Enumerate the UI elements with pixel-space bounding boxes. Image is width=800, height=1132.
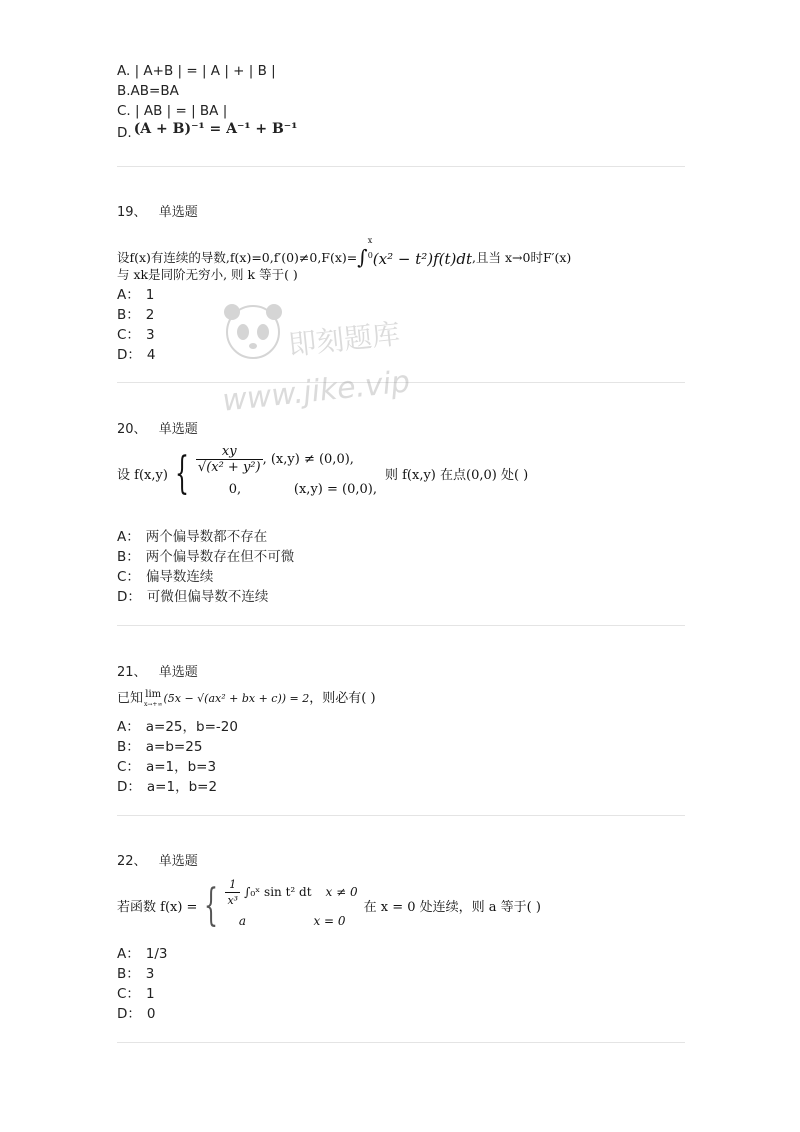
option-label: B：	[117, 966, 140, 982]
q18-option-d-formula: (A + B)⁻¹ = A⁻¹ + B⁻¹	[133, 121, 298, 137]
option-value: 2	[145, 307, 155, 323]
option-value: a=1，b=2	[146, 779, 218, 795]
q21-suffix: ，则必有( )	[309, 691, 376, 706]
option-value: 3	[145, 966, 155, 982]
q19-integral-lower: 0	[367, 251, 373, 260]
q22-stem	[117, 877, 541, 934]
q20-option-a[interactable]	[117, 528, 267, 546]
option-label: C：	[117, 327, 140, 343]
divider	[117, 166, 685, 167]
q22-case2	[225, 908, 357, 934]
watermark	[218, 292, 418, 422]
option-value: 3	[145, 327, 155, 343]
q20-frac-num: xy	[196, 444, 263, 460]
q22-cases	[225, 877, 357, 934]
q18-option-a[interactable]: A. | A+B | = | A | + | B |	[117, 63, 276, 79]
q22-frac-num: 1	[225, 877, 240, 893]
q22-number: 22、	[117, 854, 147, 869]
option-label: A：	[117, 946, 140, 962]
q20-option-b[interactable]	[117, 548, 294, 566]
q18-option-b[interactable]: B.AB=BA	[117, 83, 179, 99]
option-value: 两个偏导数存在但不可微	[145, 549, 295, 565]
q21-header	[117, 664, 198, 682]
q22-brace: {	[204, 879, 219, 931]
q19-integral: ∫ x 0 (x² − t²)f(t)dt	[357, 236, 473, 269]
q18-option-c[interactable]: C. | AB | = | BA |	[117, 103, 228, 119]
q22-case1-cond: x ≠ 0	[325, 885, 358, 899]
q19-number: 19、	[117, 205, 147, 220]
q21-option-a[interactable]	[117, 718, 238, 736]
q21-option-d[interactable]	[117, 778, 217, 796]
option-label: A：	[117, 529, 140, 545]
q22-suffix: 在 x = 0 处连续，则 a 等于( )	[363, 900, 541, 915]
q21-stem	[117, 690, 376, 710]
divider	[117, 815, 685, 816]
option-value: 4	[146, 347, 156, 363]
option-label: B：	[117, 307, 140, 323]
q20-option-d[interactable]	[117, 588, 268, 606]
q21-prefix: 已知	[117, 691, 144, 706]
q22-option-d[interactable]	[117, 1005, 156, 1023]
q21-lim: lim	[145, 689, 162, 700]
q22-case2-cond: x = 0	[313, 914, 346, 928]
option-label: B：	[117, 739, 140, 755]
option-value: 1/3	[145, 946, 168, 962]
q22-case1	[225, 877, 357, 908]
q19-stem	[117, 234, 571, 267]
q22-type: 单选题	[158, 854, 198, 869]
option-value: a=25，b=-20	[145, 719, 238, 735]
q21-lim-sub: x→+∞	[144, 701, 163, 708]
q20-number: 20、	[117, 422, 147, 437]
q21-number: 21、	[117, 665, 147, 680]
divider	[117, 1042, 685, 1043]
option-value: a=1，b=3	[145, 759, 217, 775]
q21-type: 单选题	[158, 665, 198, 680]
q22-integral: ∫₀ˣ sin t² dt	[244, 885, 312, 899]
q20-prefix: 设 f(x,y)	[117, 468, 168, 483]
q20-brace: {	[174, 447, 189, 499]
q20-frac-den: √(x² + y²)	[197, 460, 261, 475]
option-label: D：	[117, 1006, 141, 1022]
q20-cases	[196, 444, 377, 503]
q20-option-c[interactable]	[117, 568, 213, 586]
q22-fraction	[225, 877, 240, 908]
option-label: D：	[117, 347, 141, 363]
option-value: a=b=25	[145, 739, 203, 755]
q22-frac-den: x³	[227, 894, 239, 907]
q22-case2-val: a	[238, 914, 247, 928]
q19-stem-part2: ,且当 x→0时F′(x)	[472, 250, 572, 265]
option-value: 可微但偏导数不连续	[146, 589, 269, 605]
q20-case2-val: 0,	[228, 482, 242, 497]
divider	[117, 382, 685, 383]
option-label: D：	[117, 589, 141, 605]
option-value: 两个偏导数都不存在	[145, 529, 268, 545]
option-value: 1	[145, 287, 155, 303]
watermark-url: www.jike.vip	[220, 364, 412, 419]
q19-option-d[interactable]	[117, 346, 156, 364]
q19-type: 单选题	[158, 205, 198, 220]
q20-suffix: 则 f(x,y) 在点(0,0) 处( )	[384, 468, 529, 483]
q18-option-d[interactable]	[117, 121, 298, 142]
q19-stem-part1: 设f(x)有连续的导数,f(x)=0,f′(0)≠0,F(x)=	[117, 250, 358, 265]
q22-option-b[interactable]	[117, 965, 154, 983]
q19-option-b[interactable]	[117, 306, 154, 324]
option-label: C：	[117, 569, 140, 585]
q18-option-d-label: D.	[117, 125, 132, 141]
q21-limit	[144, 690, 162, 710]
q21-option-b[interactable]	[117, 738, 202, 756]
q21-option-c[interactable]	[117, 758, 216, 776]
q19-option-c[interactable]	[117, 326, 155, 344]
q22-header	[117, 853, 198, 871]
option-label: A：	[117, 719, 140, 735]
q20-stem	[117, 444, 528, 503]
q22-option-c[interactable]	[117, 985, 155, 1003]
q19-option-a[interactable]	[117, 286, 154, 304]
option-label: A：	[117, 287, 140, 303]
q20-case1	[196, 444, 377, 475]
q19-header	[117, 204, 198, 222]
q20-case2	[196, 477, 377, 503]
q20-header	[117, 421, 198, 439]
divider	[117, 625, 685, 626]
q22-prefix: 若函数 f(x) =	[117, 900, 198, 915]
panda-logo-icon	[218, 296, 288, 366]
option-value: 0	[146, 1006, 156, 1022]
q21-expr: (5x − √(ax² + bx + c)) = 2	[163, 692, 310, 705]
option-label: B：	[117, 549, 140, 565]
option-value: 1	[145, 986, 155, 1002]
q19-integrand: (x² − t²)f(t)dt	[372, 250, 473, 268]
option-label: C：	[117, 986, 140, 1002]
watermark-brand: 即刻题库	[286, 317, 402, 362]
option-label: C：	[117, 759, 140, 775]
q22-option-a[interactable]	[117, 945, 167, 963]
option-label: D：	[117, 779, 141, 795]
q19-integral-upper: x	[367, 236, 373, 245]
q20-fraction	[196, 444, 263, 475]
option-value: 偏导数连续	[145, 569, 214, 585]
q19-stem-line2: 与 xk是同阶无穷小, 则 k 等于( )	[117, 267, 298, 282]
q20-case2-cond: (x,y) = (0,0),	[293, 482, 377, 497]
q20-type: 单选题	[158, 422, 198, 437]
q20-case1-cond: , (x,y) ≠ (0,0),	[262, 452, 354, 467]
